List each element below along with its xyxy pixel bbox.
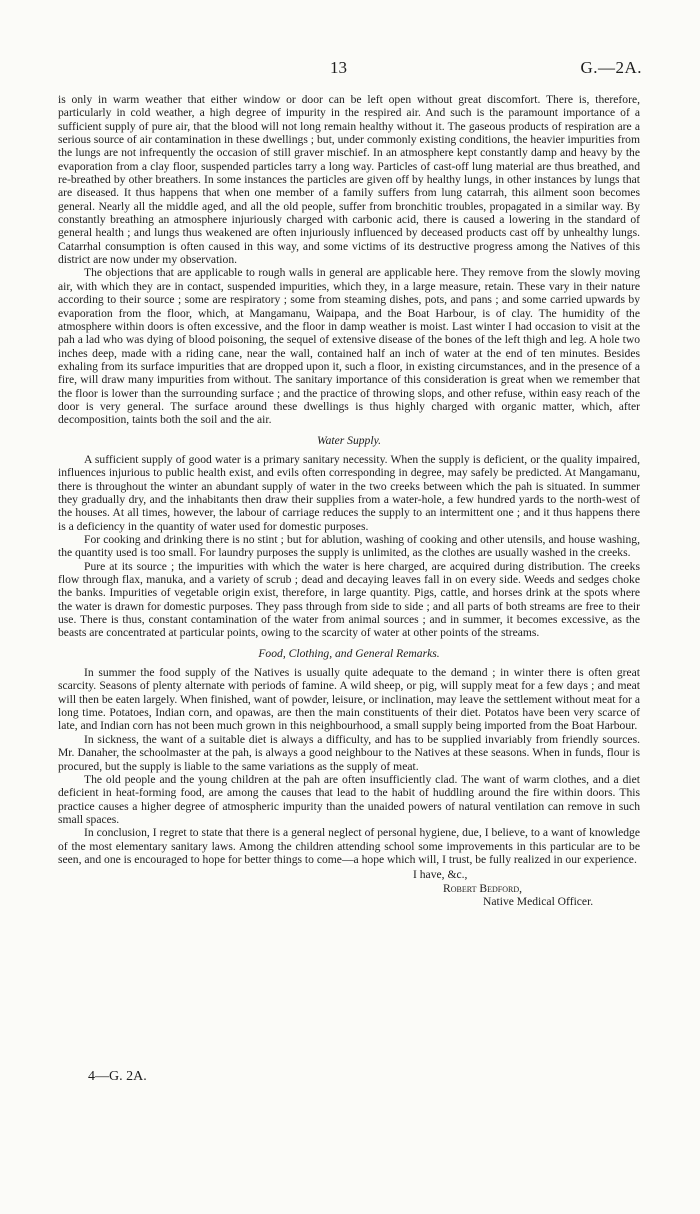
signature-title: Native Medical Officer. [483,894,594,908]
paper-series-code: G.—2A. [580,58,642,77]
signature-name: Robert Bedford, [443,881,523,895]
paragraph-conclusion: In conclusion, I regret to state that there is a general neglect of personal hygiene, due, I believe, to a want of knowledge of the most elementary sanitary laws. Among the children attending school some improvements in this particular are to be seen, and one is encouraged to hope for better things to come—a hope which will, I trust, be fully realized in our experience. [58,826,640,866]
paragraph-clothing: The old people and the young children at the pah are often insufficiently clad. The want of warm clothes, and a diet deficient in heat-forming food, are among the causes that lead to the habit of huddling around the fire within doors. This practice causes a higher degree of atmospheric impurity than the unaided powers of natural ventilation can remove in such small spaces. [58,772,640,826]
printer-signature-mark: 4—G. 2A. [88,1069,147,1084]
paragraph-water-supply: A sufficient supply of good water is a primary sanitary necessity. When the supply is deficient, or the quality impaired, influences injurious to public health exist, and evils often corresponding in degree, may safely be predicted. At Mangamanu, there is throughout the winter an abundant supply of water in the two creeks between which the pah is situated. In summer they gradually dry, and the inhabitants then draw their supplies from a water-hole, a few hundred yards to the north-west of the houses. At all times, however, the labour of carriage reduces the supply to an intermittent one ; and it thus happens there is a deficiency in the quantity of water used for domestic purposes. [58,452,640,533]
paragraph-water-impurities: Pure at its source ; the impurities with which the water is here charged, are acquired during distribution. The creeks flow through flax, manuka, and a variety of scrub ; dead and decaying leaves fall in on every side. Weeds and sedges choke the banks. Impurities of vegetable origin exist, therefore, in large quantity. Pigs, cattle, and horses drink at the spots where the water is drawn for domestic purposes. They pass through from side to side ; and all parts of both streams are free to their use. There is thus, constant contamination of the water from animal sources ; and in summer, it becomes excessive, as the beasts are concentrated at particular points, owing to the scarcity of water at other points of the streams. [58,559,640,640]
section-heading-water-supply: Water Supply. [317,433,381,447]
page-header [0,58,700,84]
signature-closing: I have, &c., [413,868,468,882]
signature-block [58,868,640,908]
paragraph-rough-walls: The objections that are applicable to rough walls in general are applicable here. They remove from the slowly moving air, with which they are in contact, suspended impurities, which they, in a large measure, retain. These vary in their nature according to their source ; some are respiratory ; some from steaming dishes, pots, and pans ; and some carried upwards by evaporation from the floor, which, at Mangamanu, Waipapa, and the Boat Harbour, is of clay. The humidity of the atmosphere within doors is often excessive, and the floor in damp weather is moist. Last winter I had occasion to visit at the pah a lad who was dying of blood poisoning, the sequel of extensive disease of the bones of the left thigh and leg. A hole two inches deep, made with a riding cane, near the wall, contained half an inch of water at the end of ten minutes. Besides exhaling from its surface impurities that are dropped upon it, such a floor, in existing circumstances, and in the presence of a fire, will draw many impurities from without. The sanitary importance of this consideration is great when we remember that the floor is lower than the surrounding surface ; and the practice of throwing slops, and other refuse, within easy reach of the door is very general. The surface around these dwellings is thus highly charged with organic matter, which, after decomposition, taints both the soil and the air. [58,266,640,427]
section-heading-food-clothing: Food, Clothing, and General Remarks. [258,646,440,660]
paragraph-water-usage: For cooking and drinking there is no stint ; but for ablution, washing of cooking and other utensils, and house washing, the quantity used is too small. For laundry purposes the supply is unlimited, as the clothes are usually washed in the creeks. [58,533,640,560]
paragraph-sickness-diet: In sickness, the want of a suitable diet is always a difficulty, and has to be supplied invariably from friendly sources. Mr. Danaher, the schoolmaster at the pah, is always a good neighbour to the Natives at these seasons. When in funds, flour is procured, but the supply is liable to the same variations as the supply of meat. [58,732,640,773]
page-number: 13 [330,58,347,77]
paragraph-food-supply: In summer the food supply of the Natives is usually quite adequate to the demand ; in winter there is often great scarcity. Seasons of plenty alternate with periods of famine. A wild sheep, or pig, will supply meat for a few days ; and meat will then be eaten largely. When finished, want of powder, leisure, or inclination, may leave the settlement without meat for a long time. Potatoes, Indian corn, and opawas, are then the main constituents of their diet. Potatos have been very scarce of late, and Indian corn has not been much grown in this neighbourhood, a small supply being imported from the Boat Harbour. [58,666,640,733]
paragraph-air-contamination: is only in warm weather that either window or door can be left open without great discomfort. There is, therefore, particularly in cold weather, a high degree of impurity in the respired air. And such is the paramount importance of a sufficient supply of pure air, that the blood will not long remain healthy without it. The gaseous products of respiration are a serious source of air contamination in these dwellings ; but, under commonly existing conditions, the heavier impurities from the lungs are not infrequently the occasion of still graver mischief. In an atmosphere kept constantly damp and heavy by the evaporation from a clay floor, suspended particles tarry a long way. Particles of cast-off lung material are thus breathed, and re-breathed by other breathers. In some instances the particles are given off by healthy lungs, in other instances by lungs that are diseased. It thus happens that when one member of a family suffers from lung catarrah, this ailment soon becomes general. Nearly all the middle aged, and all the old people, suffer from bronchitic troubles, propagated in a similar way. By constantly breathing an atmosphere injuriously charged with carbonic acid, there is caused a lowering in the standard of general health ; and lungs thus weakened are often injuriously influenced by deceased products cast off by unhealthy lungs. Catarrhal consumption is often caused in this way, and some victims of its destructive progress among the Natives of this district are now under my observation. [58,93,640,267]
report-body [58,93,640,908]
